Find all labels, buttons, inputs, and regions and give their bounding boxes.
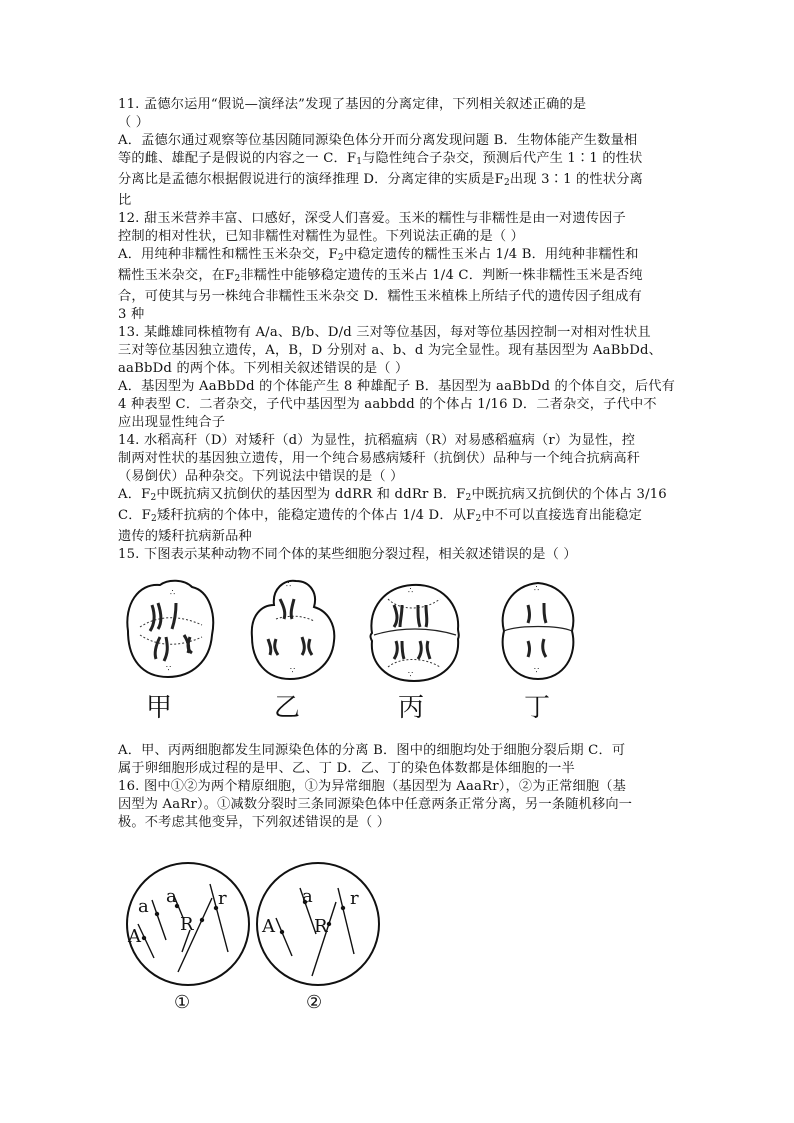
- q15-options: [118, 742, 678, 832]
- q11-options-3: 分离比是孟德尔根据假说进行的演绎推理 D．分离定律的实质是$F_2$出现 3∶1 的性状分离: [118, 172, 643, 188]
- cell-label-2: ②: [306, 992, 323, 1013]
- gene-label-a-2: a: [302, 886, 313, 907]
- q12-options-3: 合，可使其与另一株纯合非糯性玉米杂交 D．糯性玉米植株上所结子代的遗传因子组成有: [118, 289, 642, 304]
- svg-text:∴: ∴: [408, 586, 414, 595]
- q15-options-1: A．甲、丙两细胞都发生同源染色体的分离 B．图中的细胞均处于细胞分裂后期 C．可: [118, 743, 626, 758]
- q14-options-2: C．$F_2$矮秆抗病的个体中，能稳定遗传的个体占 1/4 D．从$F_2$中不可以直接选育出能稳定: [118, 508, 643, 524]
- gene-label-r-2: r: [350, 888, 359, 909]
- cell-yi-diagram: [240, 575, 340, 687]
- q15-stem: 15. 下图表示某种动物不同个体的某些细胞分裂过程，相关叙述错误的是（ ）: [118, 547, 577, 562]
- cell-ding-diagram: [488, 575, 588, 687]
- q13-stem-1: 13. 某雌雄同株植物有 A/a、B/b、D/d 三对等位基因，每对等位基因控制一对相对性状且: [118, 325, 651, 340]
- q11-options-4: 比: [118, 193, 132, 208]
- cell-jia-diagram: [118, 575, 218, 687]
- svg-text:∵: ∵: [166, 664, 172, 673]
- q15-options-2: 属于卵细胞形成过程的是甲、乙、丁 D．乙、丁的染色体数都是体细胞的一半: [118, 761, 575, 776]
- q13-stem-2: 三对等位基因独立遗传，A，B，D 分别对 a、b、d 为完全显性。现有基因型为 AaBbDd、: [118, 343, 663, 358]
- cell-label-yi: 乙: [274, 693, 301, 723]
- q14-stem-1: 14. 水稻高秆（D）对矮秆（d）为显性，抗稻瘟病（R）对易感稻瘟病（r）为显性，控: [118, 433, 636, 448]
- q14-stem-2: 制两对性状的基因独立遗传，用一个纯合易感病矮秆（抗倒伏）品种与一个纯合抗病高秆: [118, 451, 641, 466]
- gene-label-r: r: [218, 888, 227, 909]
- document-body: [118, 96, 678, 564]
- q11-paren: （ ）: [118, 115, 150, 130]
- q14-stem-3: （易倒伏）品种杂交。下列说法中错误的是（ ）: [118, 469, 404, 484]
- svg-text:∵: ∵: [534, 666, 540, 675]
- q13-options-1: A．基因型为 AaBbDd 的个体能产生 8 种雄配子 B．基因型为 aaBbDd 的个体自交，后代有: [118, 379, 675, 394]
- gene-label-A: A: [128, 926, 141, 947]
- q11-stem: 11. 孟德尔运用“假说—演绎法”发现了基因的分离定律，下列相关叙述正确的是: [118, 97, 587, 112]
- q16-stem-1: 16. 图中①②为两个精原细胞，①为异常细胞（基因型为 AaaRr），②为正常细胞（基: [118, 779, 627, 794]
- svg-text:∴: ∴: [170, 588, 176, 597]
- chromosome-figure: [118, 860, 378, 1020]
- gene-label-A-2: A: [262, 916, 275, 937]
- q16-stem-3: 极。不考虑其他变异，下列叙述错误的是（ ）: [118, 815, 391, 830]
- gene-label-R-2: R: [314, 916, 328, 937]
- cell-division-figure: [118, 575, 588, 725]
- cell-bing-diagram: [364, 575, 464, 687]
- svg-text:∵: ∵: [408, 670, 414, 679]
- cell-label-jia: 甲: [146, 693, 173, 723]
- q13-stem-3: aaBbDd 的两个体。下列相关叙述错误的是（ ）: [118, 361, 409, 376]
- q13-options-2: 4 种表型 C．二者杂交，子代中基因型为 aabbdd 的个体占 1/16 D．二者杂交，子代中不: [118, 397, 657, 412]
- gene-label-R: R: [180, 914, 194, 935]
- gene-label-a1: a: [138, 896, 149, 917]
- svg-text:∴: ∴: [534, 584, 540, 593]
- q13-options-3: 应出现显性纯合子: [118, 415, 226, 430]
- q14-options-1: A．$F_2$中既抗病又抗倒伏的基因型为 ddRR 和 ddRr B．$F_2$中既抗病又抗倒伏的个体占 3/16: [118, 487, 667, 503]
- cell-label-bing: 丙: [398, 693, 425, 723]
- q11-options-1: A．孟德尔通过观察等位基因随同源染色体分开而分离发现问题 B．生物体能产生数量相: [118, 133, 638, 148]
- q16-stem-2: 因型为 AaRr）。①减数分裂时三条同源染色体中任意两条正常分离，另一条随机移向一: [118, 797, 633, 812]
- svg-text:∵: ∵: [290, 666, 296, 675]
- q12-options-2: 糯性玉米杂交，在$F_2$非糯性中能够稳定遗传的玉米占 1/4 C．判断一株非糯性玉米是否纯: [118, 268, 643, 284]
- q12-stem-1: 12. 甜玉米营养丰富、口感好，深受人们喜爱。玉米的糯性与非糯性是由一对遗传因子: [118, 211, 626, 226]
- cell-label-1: ①: [174, 992, 191, 1013]
- q14-options-3: 遗传的矮秆抗病新品种: [118, 529, 252, 544]
- q12-options-1: A．用纯种非糯性和糯性玉米杂交，$F_2$中稳定遗传的糯性玉米占 1/4 B．用纯种非糯性和: [118, 247, 639, 263]
- cell-label-ding: 丁: [524, 693, 551, 723]
- q11-options-2: 等的雌、雄配子是假说的内容之一 C．$F_1$与隐性纯合子杂交，预测后代产生 1∶1 的性状: [118, 151, 643, 167]
- q12-stem-2: 控制的相对性状，已知非糯性对糯性为显性。下列说法正确的是（ ）: [118, 229, 525, 244]
- svg-text:∴: ∴: [286, 580, 292, 589]
- q12-options-4: 3 种: [118, 307, 145, 322]
- gene-label-a2: a: [166, 886, 177, 907]
